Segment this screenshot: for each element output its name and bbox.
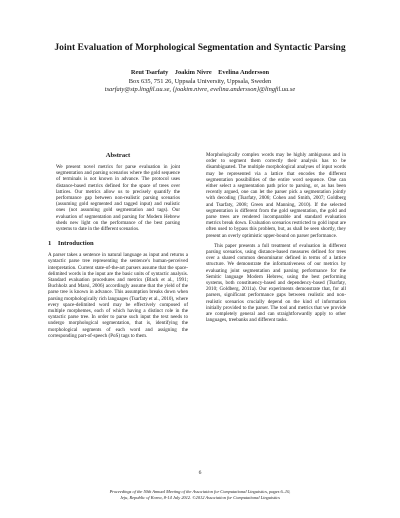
left-column — [48, 152, 188, 343]
section-heading-introduction: 1 Introduction — [48, 240, 94, 248]
author-names: Reut Tsarfaty Joakim Nivre Evelina Andersson — [130, 69, 270, 76]
proceedings-footer — [20, 489, 380, 500]
page-number: 6 — [198, 470, 202, 476]
footer-line-1: Proceedings of the 50th Annual Meeting of the Association for Computational Linguistics, pages 6–10, — [109, 489, 291, 494]
abstract-heading: Abstract — [105, 152, 131, 159]
introduction-paragraph-1: A parser takes a sentence in natural language as input and returns a syntactic parse tree representing the sentence's human-perceived interpretation. Current state-of-the-art parsers assume that the space-delimited words in the input are the basic units of syntactic analysis. Standard evaluation procedures and metrics (Black et al., 1991; Buchholz and Marsi, 2006) accordingly assume that the yield of the parse tree is known in advance. This assumption breaks down when parsing morphologically rich languages (Tsarfaty et al., 2010), where every space-delimited word may be effectively composed of multiple morphemes, each of which having a distinct role in the syntactic parse tree. In order to parse such input the text needs to undergo morphological segmentation, that is, identifying the morphological segments of each word and assigning the corresponding part-of-speech (PoS) tags to them. — [48, 252, 188, 339]
author-block — [20, 69, 380, 95]
abstract-text: We present novel metrics for parse evaluation in joint segmentation and parsing scenarios where the gold sequence of terminals is not known in advance. The protocol uses distance-based metrics defined for the space of trees over lattices. Our metrics allow us to precisely quantify the performance gap between non-realistic parsing scenarios (assuming gold segmented and tagged input) and realistic ones (not assuming gold segmentation and tags). Our evaluation of segmentation and parsing for Modern Hebrew sheds new light on the performance of the best parsing systems to date in the different scenarios. — [56, 164, 180, 233]
paper-title: Joint Evaluation of Morphological Segmentation and Syntactic Parsing — [54, 42, 346, 53]
author-affiliation: Box 635, 751 26, Uppsala University, Uppsala, Sweden — [128, 77, 272, 85]
right-paragraph-2: This paper presents a full treatment of evaluation in different parsing scenarios, using distance-based measures defined for trees over a shared common denominator defined in terms of a lattice structure. We demonstrate the informativeness of our metrics by evaluating joint segmentation and parsing performance for the Semitic language Modern Hebrew, using the best performing systems, both constituency-based and dependency-based (Tsarfaty, 2010; Goldberg, 2011a). Our experiments demonstrate that, for all parsers, significant performance gaps between realistic and non-realistic scenarios crucially depend on the kind of information initially provided to the parser. The tool and metrics that we provide are completely general and can straightforwardly apply to other languages, treebanks and different tasks. — [206, 242, 346, 324]
right-paragraph-1: Morphologically complex words may be highly ambiguous and in order to segment them correctly their analysis has to be disambiguated. The multiple morphological analyses of input words may be represented via a lattice that encodes the different segmentation possibilities of the entire word sequence. One can either select a segmentation path prior to parsing, or, as has been recently argued, one can let the parser pick a segmentation jointly with decoding (Tsarfaty, 2006; Cohen and Smith, 2007; Goldberg and Tsarfaty, 2008; Green and Manning, 2010). If the selected segmentation is different from the gold segmentation, the gold and parse trees are rendered incomparable and standard evaluation metrics break down. Evaluation scenarios restricted to gold input are often used to bypass this problem, but, as shall be seen shortly, they present an overly optimistic upper-bound on parser performance. — [206, 152, 346, 239]
footer-line-2: Jeju, Republic of Korea, 8-14 July 2012. ©2012 Association for Computational Linguistics — [120, 494, 280, 500]
right-column — [206, 152, 346, 327]
author-emails: tsarfaty@stp.lingfil.uu.se, {joakim.nivre, evelina.andersson}@lingfil.uu.se — [104, 86, 296, 93]
